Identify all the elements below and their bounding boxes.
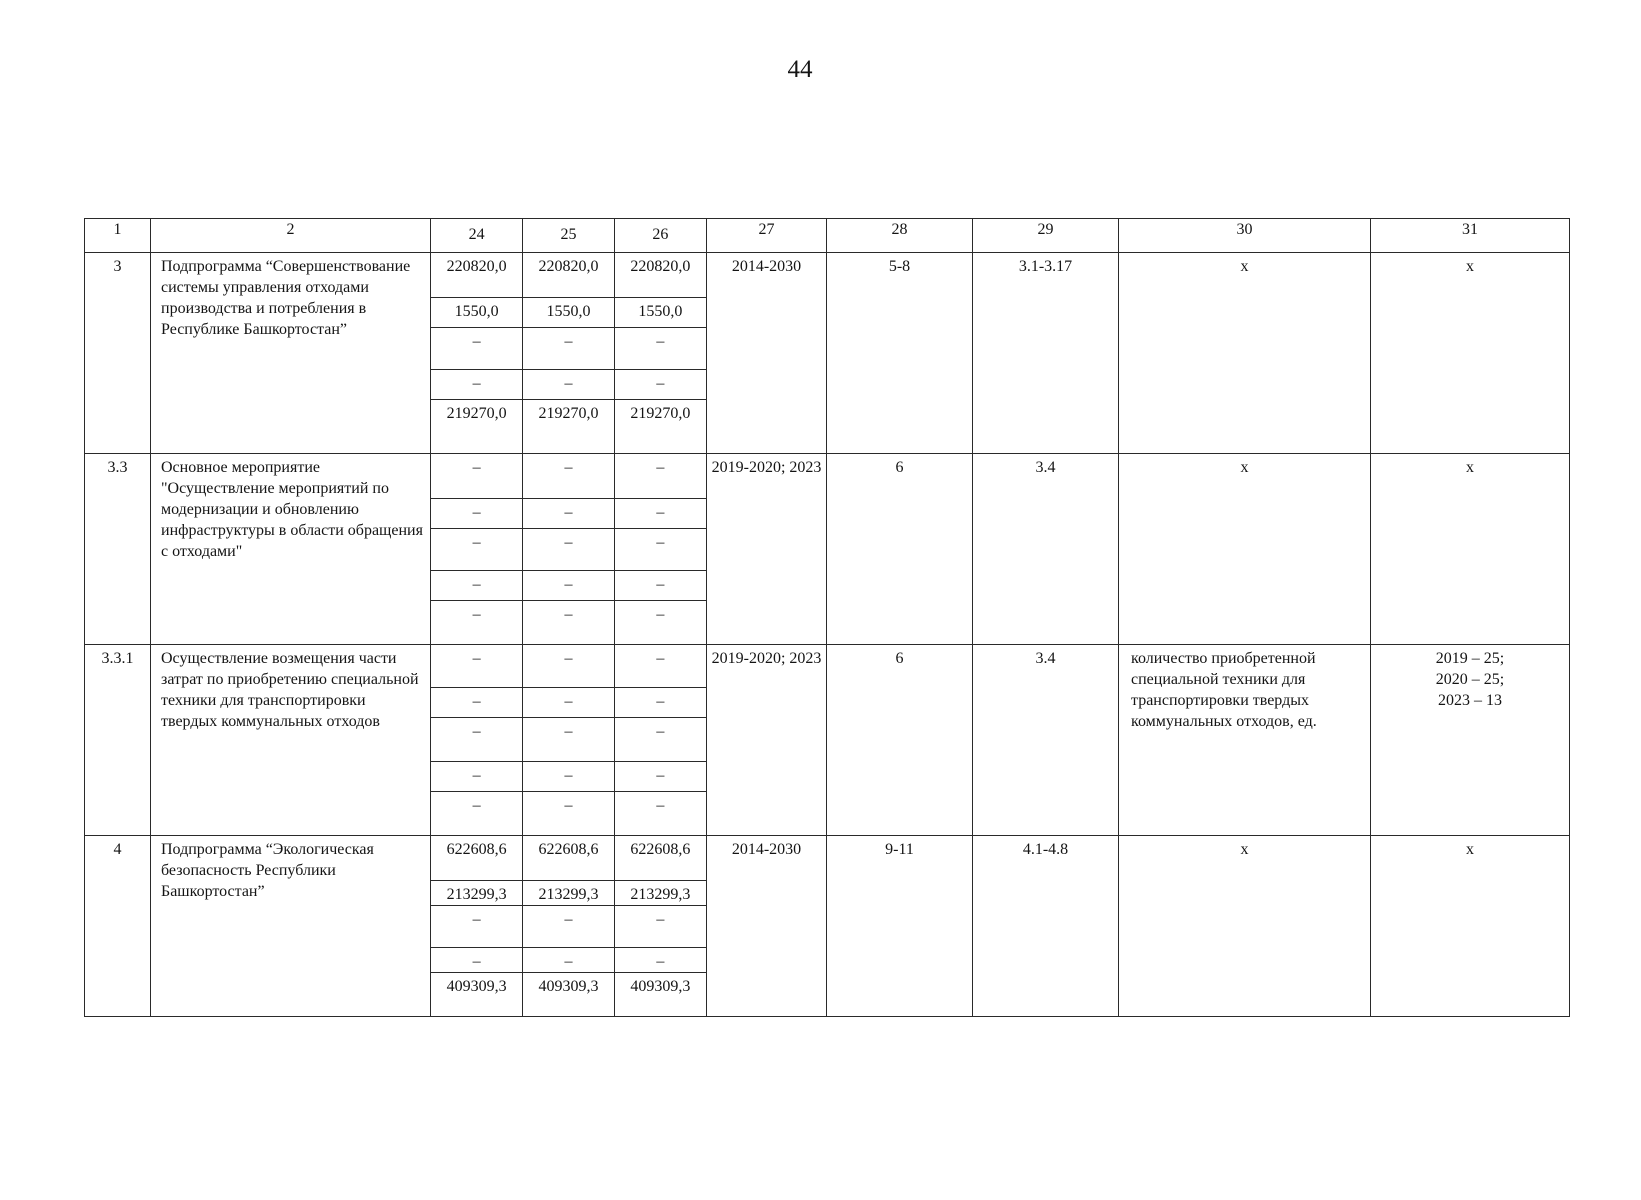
page-number: 44 [787,56,813,83]
table-row [85,645,1570,836]
header-cell: 28 [827,219,973,253]
result-cell: количество приобретенной специальной техники для транспортировки твердых коммунальных отходов, ед. [1119,645,1371,836]
indicator-cell: 4.1-4.8 [973,836,1119,1017]
money-value: – [614,369,706,399]
indicator-cell: 3.4 [973,645,1119,836]
header-cell: 27 [707,219,827,253]
money-value: 1550,0 [614,297,706,327]
money-value: 1550,0 [523,297,615,327]
money-value: – [431,498,523,528]
money-value: – [523,369,615,399]
money-value: 622608,6 [614,836,706,880]
money-value: – [431,570,523,600]
header-cell: 30 [1119,219,1371,253]
row-number: 4 [85,836,151,1017]
period-cell: 2019-2020; 2023 [707,454,827,645]
money-value: 409309,3 [431,972,523,1016]
value-cell: х [1371,253,1570,454]
money-value: – [614,327,706,369]
money-cell [431,836,707,1017]
table-row [85,454,1570,645]
money-value: – [523,791,615,835]
period-cell: 2014-2030 [707,836,827,1017]
money-value: – [431,687,523,717]
period-cell: 2014-2030 [707,253,827,454]
money-value: 622608,6 [523,836,615,880]
money-value: – [523,454,615,498]
header-cell: 31 [1371,219,1570,253]
target-cell: 6 [827,454,973,645]
money-value: – [431,369,523,399]
table-row [85,253,1570,454]
money-value: 1550,0 [431,297,523,327]
target-cell: 6 [827,645,973,836]
money-value: – [523,600,615,644]
header-cell: 2 [151,219,431,253]
row-name: Подпрограмма “Совершенствование системы управления отходами производства и потребления в Республике Башкортостан” [151,253,431,454]
money-value: 213299,3 [614,880,706,905]
header-cell: 25 [523,219,615,252]
money-value: 219270,0 [431,399,523,453]
money-value: 219270,0 [523,399,615,453]
indicator-cell: 3.1-3.17 [973,253,1119,454]
header-cell: 1 [85,219,151,253]
money-value: – [614,454,706,498]
row-name: Подпрограмма “Экологическая безопасность Республики Башкортостан” [151,836,431,1017]
money-value: – [523,761,615,791]
value-cell: х [1371,454,1570,645]
money-value: – [431,947,523,972]
money-value: – [656,796,665,814]
header-money-cell [431,219,707,253]
money-value: – [431,528,523,570]
value-line: 2023 – 13 [1438,692,1502,709]
money-value: – [523,645,615,687]
money-value: – [523,717,615,761]
value-line: 2020 – 25; [1435,671,1505,688]
money-value: – [614,687,706,717]
money-value: – [614,947,706,972]
target-cell: 9-11 [827,836,973,1017]
table-header-row [85,219,1570,253]
money-value: 409309,3 [523,972,615,1016]
header-cell: 29 [973,219,1119,253]
money-value: – [614,498,706,528]
money-value: 409309,3 [630,977,691,995]
money-value: – [431,600,523,644]
value-cell: х [1371,836,1570,1017]
money-value: – [431,905,523,947]
budget-table [84,218,1570,1017]
money-value: – [523,498,615,528]
money-value: – [523,947,615,972]
money-value: – [431,454,523,498]
row-name: Осуществление возмещения части затрат по приобретению специальной техники для транспортировки твердых коммунальных отходов [151,645,431,836]
row-name: Основное мероприятие "Осуществление мероприятий по модернизации и обновлению инфраструктуры в области обращения с отходами" [151,454,431,645]
result-cell: х [1119,454,1371,645]
money-value: – [523,687,615,717]
money-value: 219270,0 [630,404,691,422]
money-value: – [614,570,706,600]
money-value: – [523,905,615,947]
money-value: – [431,645,523,687]
money-value: – [431,761,523,791]
money-value: 213299,3 [523,880,615,905]
money-value: – [614,761,706,791]
money-value: 622608,6 [431,836,523,880]
value-cell [1371,645,1570,836]
row-number: 3.3 [85,454,151,645]
money-value: – [523,570,615,600]
money-cell [431,454,707,645]
money-value: 220820,0 [614,253,706,297]
money-value: – [431,327,523,369]
money-value: 213299,3 [431,880,523,905]
money-value: – [523,327,615,369]
header-cell: 26 [652,226,669,243]
money-cell [431,253,707,454]
money-value: – [614,645,706,687]
row-number: 3 [85,253,151,454]
money-value: – [614,528,706,570]
money-cell [431,645,707,836]
money-value: – [523,528,615,570]
money-value: – [614,905,706,947]
target-cell: 5-8 [827,253,973,454]
period-cell: 2019-2020; 2023 [707,645,827,836]
money-value: – [614,717,706,761]
table-row [85,836,1570,1017]
money-value: – [431,791,523,835]
value-line: 2019 – 25; [1435,650,1505,667]
result-cell: х [1119,253,1371,454]
header-cell: 24 [431,219,523,252]
indicator-cell: 3.4 [973,454,1119,645]
row-number: 3.3.1 [85,645,151,836]
money-value: – [656,605,665,623]
money-value: – [431,717,523,761]
result-cell: х [1119,836,1371,1017]
money-value: 220820,0 [523,253,615,297]
money-value: 220820,0 [431,253,523,297]
